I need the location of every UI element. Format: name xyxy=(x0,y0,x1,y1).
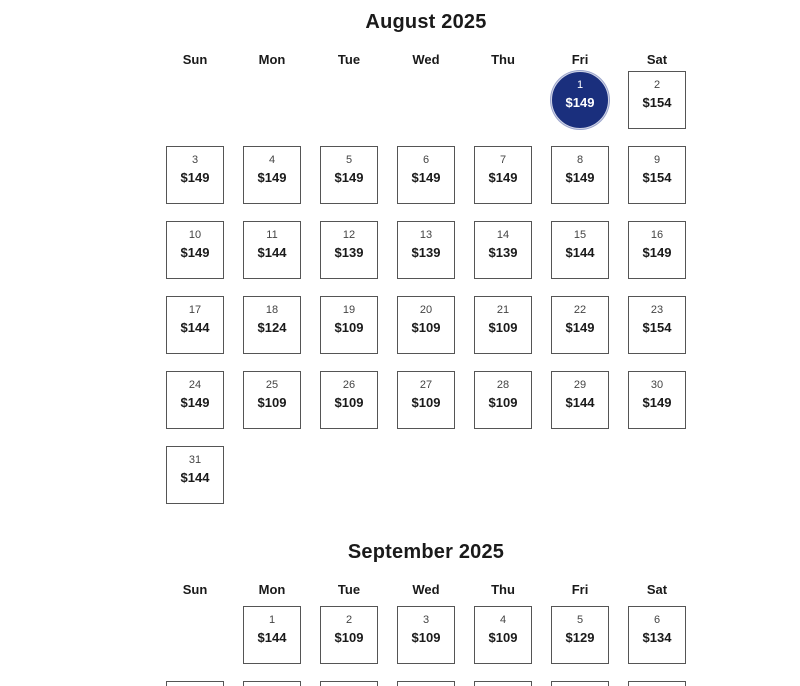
day-number: 28 xyxy=(496,379,510,391)
day-cell[interactable] xyxy=(551,606,609,664)
day-price: $149 xyxy=(411,170,441,185)
weekday-tue: Tue xyxy=(337,52,361,67)
month-august-2025 xyxy=(157,8,695,504)
day-cell[interactable] xyxy=(474,371,532,429)
day-price: $144 xyxy=(257,630,287,645)
day-cell[interactable] xyxy=(397,296,455,354)
day-number: 24 xyxy=(188,379,202,391)
day-price: $149 xyxy=(565,320,595,335)
weekday-sat: Sat xyxy=(646,582,668,597)
day-cell[interactable] xyxy=(166,371,224,429)
day-price: $109 xyxy=(257,395,287,410)
weekday-wed: Wed xyxy=(412,52,440,67)
day-cell[interactable] xyxy=(166,146,224,204)
day-price: $109 xyxy=(488,630,518,645)
day-cell-next-row[interactable] xyxy=(628,681,686,686)
day-number: 9 xyxy=(653,154,661,166)
day-cell[interactable] xyxy=(243,296,301,354)
day-price: $149 xyxy=(334,170,364,185)
day-number: 1 xyxy=(576,79,584,91)
day-number: 30 xyxy=(650,379,664,391)
day-cell[interactable] xyxy=(551,221,609,279)
day-number: 13 xyxy=(419,229,433,241)
day-price: $144 xyxy=(257,245,287,260)
day-cell[interactable] xyxy=(474,221,532,279)
day-price: $144 xyxy=(180,320,210,335)
day-cell[interactable] xyxy=(320,371,378,429)
day-cell-next-row[interactable] xyxy=(243,681,301,686)
day-cell[interactable] xyxy=(320,146,378,204)
weekday-sun: Sun xyxy=(182,582,208,597)
day-number: 18 xyxy=(265,304,279,316)
day-price: $149 xyxy=(180,170,210,185)
day-price: $149 xyxy=(180,395,210,410)
day-cell[interactable] xyxy=(551,371,609,429)
empty-cell xyxy=(320,71,378,129)
weekday-tue: Tue xyxy=(337,582,361,597)
day-cell[interactable] xyxy=(474,146,532,204)
day-number: 2 xyxy=(345,614,353,626)
day-cell-next-row[interactable] xyxy=(166,681,224,686)
day-number: 10 xyxy=(188,229,202,241)
day-number: 16 xyxy=(650,229,664,241)
day-cell[interactable] xyxy=(320,606,378,664)
day-cell-next-row[interactable] xyxy=(320,681,378,686)
day-cell[interactable] xyxy=(628,296,686,354)
day-cell[interactable] xyxy=(397,146,455,204)
weekday-header xyxy=(157,580,695,600)
day-cell[interactable] xyxy=(166,446,224,504)
day-number: 20 xyxy=(419,304,433,316)
day-cell[interactable] xyxy=(243,606,301,664)
weekday-thu: Thu xyxy=(491,582,515,597)
day-cell[interactable] xyxy=(243,221,301,279)
day-price: $109 xyxy=(411,320,441,335)
day-cell[interactable] xyxy=(166,296,224,354)
day-cell-next-row[interactable] xyxy=(551,681,609,686)
day-cell-next-row[interactable] xyxy=(474,681,532,686)
day-cell[interactable] xyxy=(397,606,455,664)
weekday-wed: Wed xyxy=(412,582,440,597)
day-cell[interactable] xyxy=(474,296,532,354)
day-number: 23 xyxy=(650,304,664,316)
day-cell[interactable] xyxy=(243,371,301,429)
day-number: 26 xyxy=(342,379,356,391)
day-price: $154 xyxy=(642,95,672,110)
day-number: 3 xyxy=(422,614,430,626)
day-number: 19 xyxy=(342,304,356,316)
day-number: 4 xyxy=(268,154,276,166)
day-number: 22 xyxy=(573,304,587,316)
day-cell[interactable] xyxy=(551,296,609,354)
day-number: 25 xyxy=(265,379,279,391)
day-number: 8 xyxy=(576,154,584,166)
day-price: $109 xyxy=(488,395,518,410)
day-price: $154 xyxy=(642,320,672,335)
day-price: $154 xyxy=(642,170,672,185)
weekday-thu: Thu xyxy=(491,52,515,67)
day-price: $139 xyxy=(488,245,518,260)
day-number: 27 xyxy=(419,379,433,391)
day-price: $124 xyxy=(257,320,287,335)
day-cell-selected[interactable] xyxy=(551,71,609,129)
day-cell[interactable] xyxy=(628,606,686,664)
day-cell[interactable] xyxy=(628,221,686,279)
day-cell[interactable] xyxy=(320,221,378,279)
day-cell[interactable] xyxy=(243,146,301,204)
day-number: 15 xyxy=(573,229,587,241)
day-cell[interactable] xyxy=(551,146,609,204)
weekday-header xyxy=(157,50,695,70)
empty-cell xyxy=(166,71,224,129)
day-number: 6 xyxy=(422,154,430,166)
day-cell[interactable] xyxy=(628,146,686,204)
day-cell[interactable] xyxy=(628,371,686,429)
day-cell[interactable] xyxy=(474,606,532,664)
day-number: 31 xyxy=(188,454,202,466)
day-price: $149 xyxy=(488,170,518,185)
day-number: 3 xyxy=(191,154,199,166)
day-number: 12 xyxy=(342,229,356,241)
day-price: $144 xyxy=(565,395,595,410)
empty-cell xyxy=(474,71,532,129)
day-number: 6 xyxy=(653,614,661,626)
day-number: 2 xyxy=(653,79,661,91)
day-number: 1 xyxy=(268,614,276,626)
day-cell[interactable] xyxy=(166,221,224,279)
day-price: $144 xyxy=(565,245,595,260)
day-price: $109 xyxy=(334,320,364,335)
day-number: 5 xyxy=(345,154,353,166)
day-price: $149 xyxy=(565,170,595,185)
day-price: $144 xyxy=(180,470,210,485)
month-title: August 2025 xyxy=(365,11,487,33)
weekday-mon: Mon xyxy=(258,582,286,597)
weekday-sat: Sat xyxy=(646,52,668,67)
weekday-sun: Sun xyxy=(182,52,208,67)
weekday-mon: Mon xyxy=(258,52,286,67)
day-grid xyxy=(157,71,695,504)
day-number: 17 xyxy=(188,304,202,316)
day-number: 7 xyxy=(499,154,507,166)
day-price: $149 xyxy=(180,245,210,260)
month-title: September 2025 xyxy=(347,541,505,563)
day-price: $139 xyxy=(411,245,441,260)
empty-cell xyxy=(397,71,455,129)
day-number: 21 xyxy=(496,304,510,316)
day-price: $129 xyxy=(565,630,595,645)
day-cell[interactable] xyxy=(397,371,455,429)
day-price: $134 xyxy=(642,630,672,645)
day-number: 29 xyxy=(573,379,587,391)
day-number: 14 xyxy=(496,229,510,241)
day-price: $109 xyxy=(334,395,364,410)
day-price: $139 xyxy=(334,245,364,260)
day-cell[interactable] xyxy=(397,221,455,279)
day-grid xyxy=(157,606,695,686)
day-number: 4 xyxy=(499,614,507,626)
day-price: $149 xyxy=(565,95,595,110)
day-price: $149 xyxy=(257,170,287,185)
weekday-fri: Fri xyxy=(571,582,589,597)
day-price: $149 xyxy=(642,245,672,260)
day-price: $109 xyxy=(488,320,518,335)
day-cell[interactable] xyxy=(628,71,686,129)
day-number: 11 xyxy=(266,229,278,241)
empty-cell xyxy=(166,606,224,664)
day-price: $149 xyxy=(642,395,672,410)
day-cell-next-row[interactable] xyxy=(397,681,455,686)
weekday-fri: Fri xyxy=(571,52,589,67)
empty-cell xyxy=(243,71,301,129)
month-september-2025 xyxy=(157,538,695,686)
day-price: $109 xyxy=(334,630,364,645)
day-cell[interactable] xyxy=(320,296,378,354)
day-number: 5 xyxy=(576,614,584,626)
day-price: $109 xyxy=(411,395,441,410)
day-price: $109 xyxy=(411,630,441,645)
